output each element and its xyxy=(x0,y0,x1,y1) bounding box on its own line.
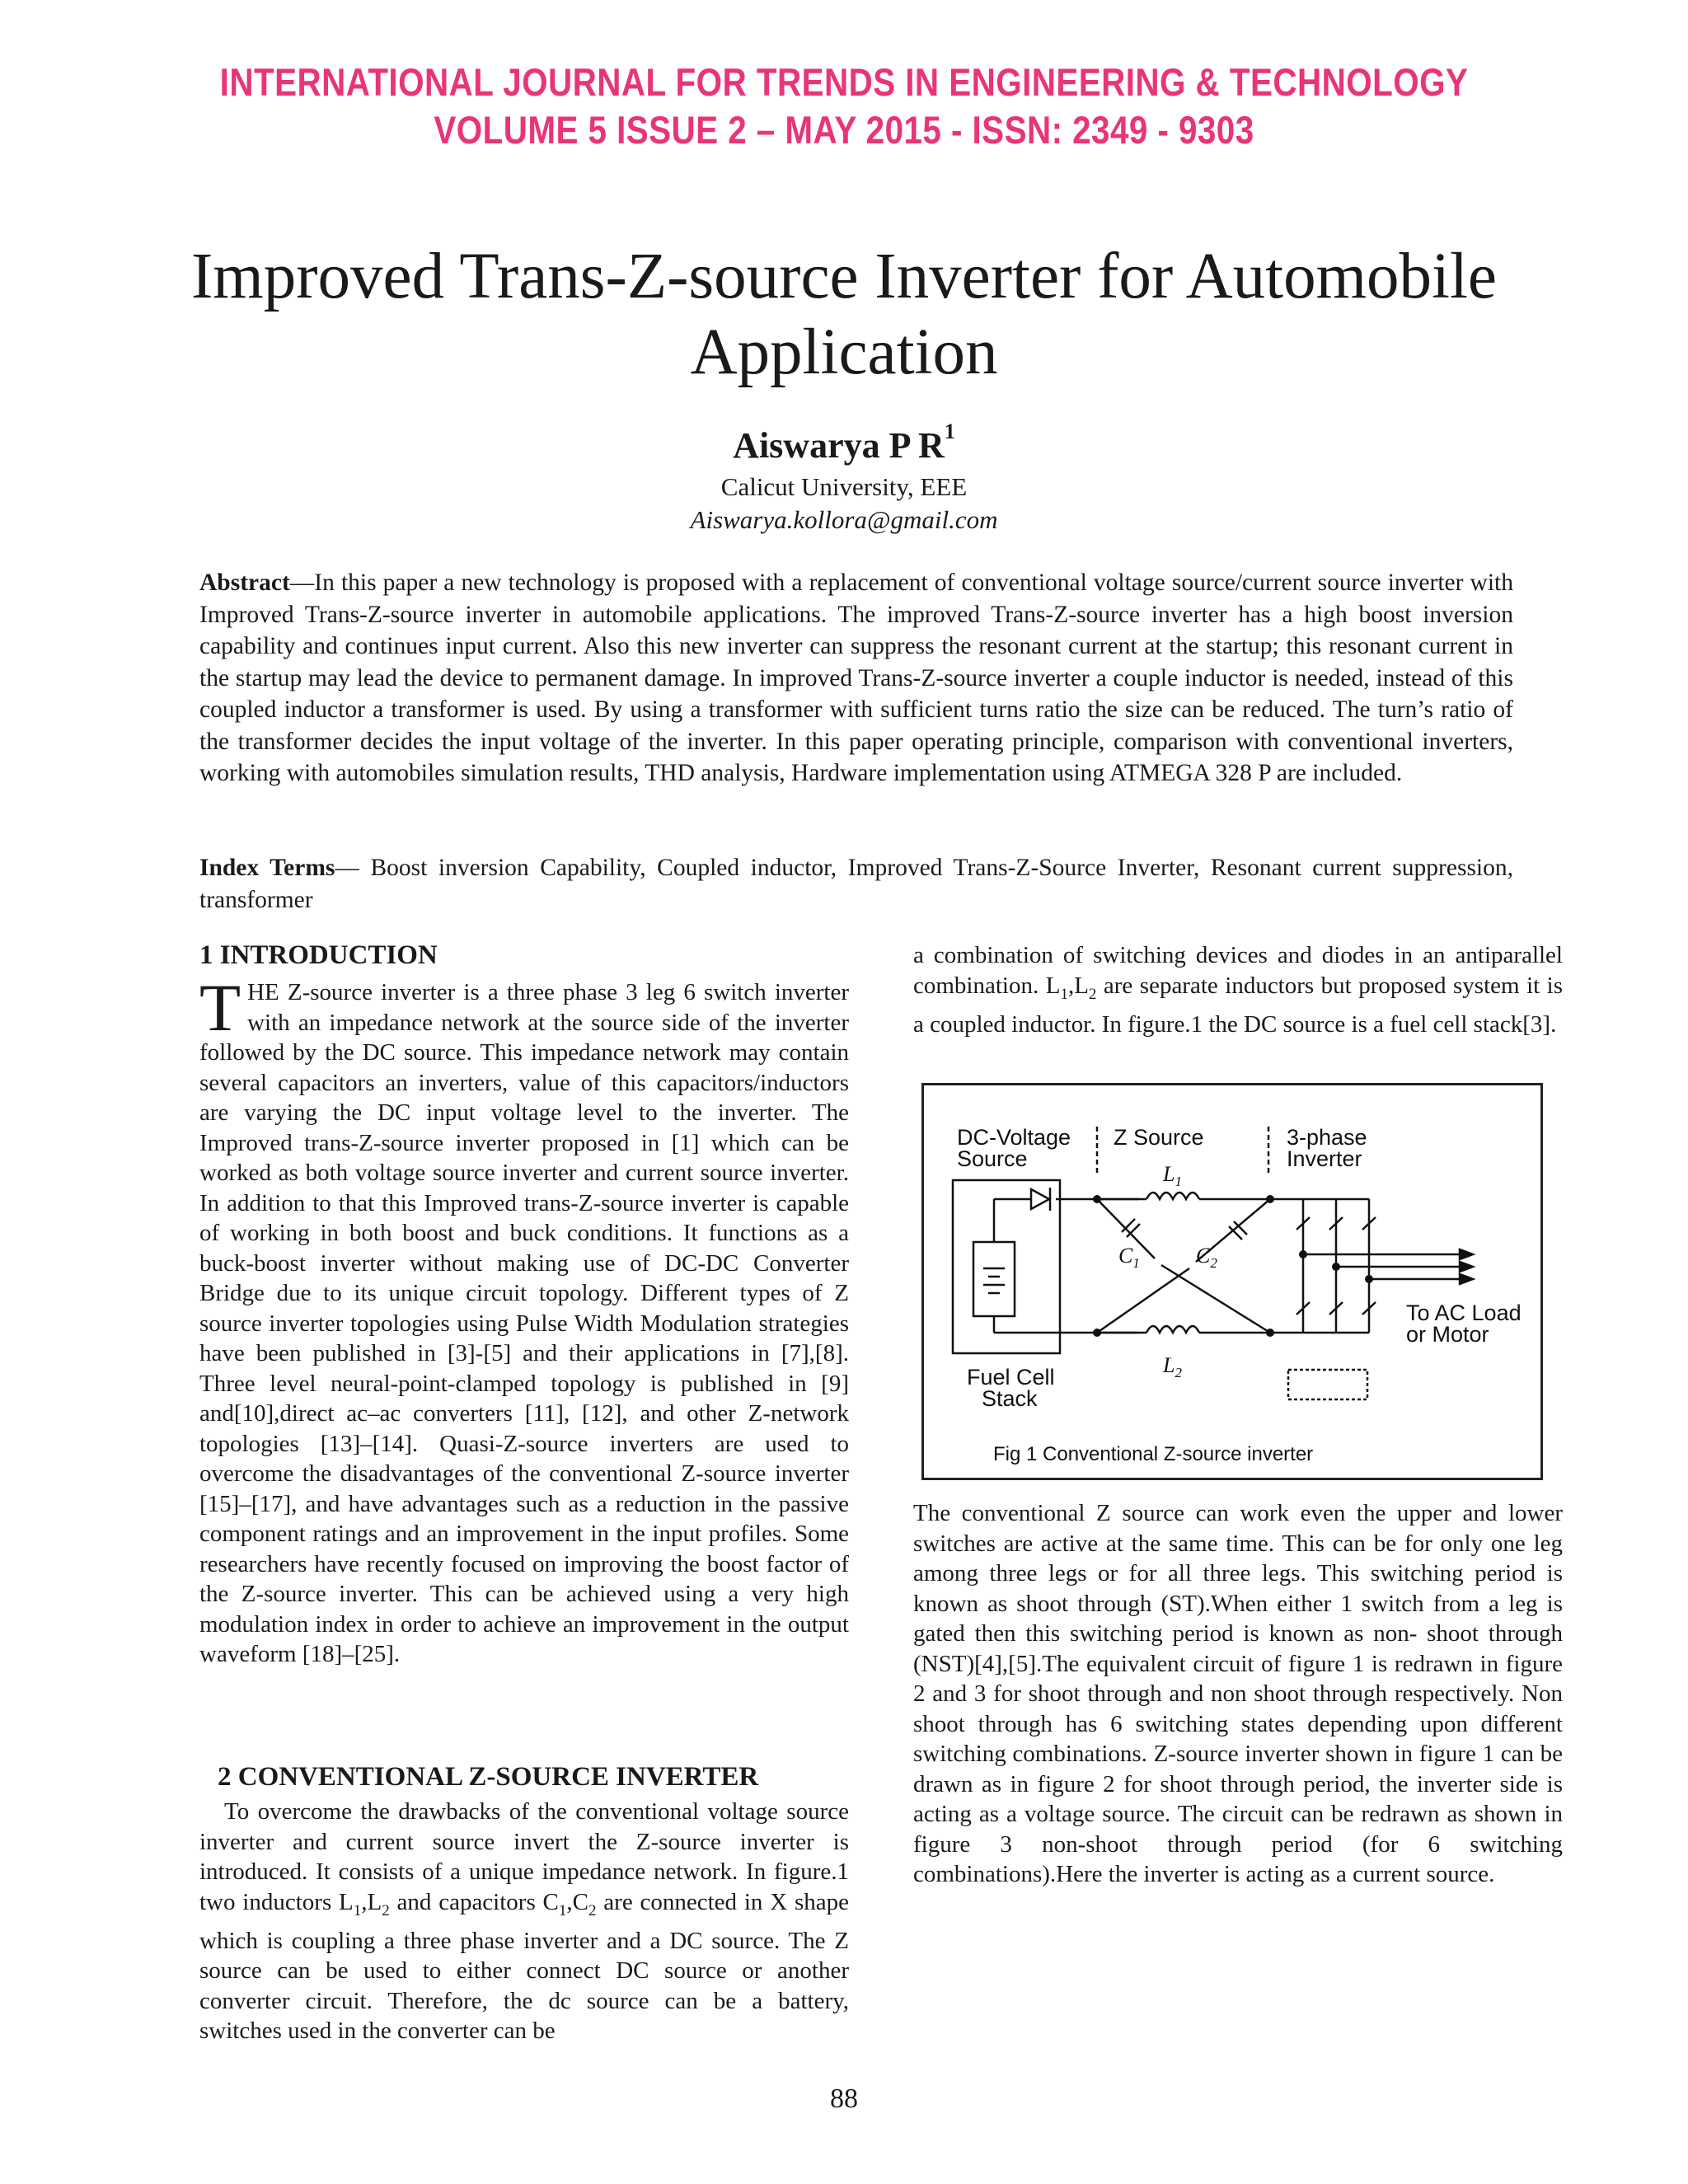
fig-label-C1 xyxy=(1118,1244,1140,1271)
section-1-heading: 1 INTRODUCTION xyxy=(199,940,438,970)
fig-label-or-motor: or Motor xyxy=(1406,1322,1489,1347)
fig-label-C2 xyxy=(1196,1244,1217,1271)
index-terms-label: Index Terms xyxy=(199,855,335,881)
subscript: 2 xyxy=(382,1901,390,1919)
section-1-body xyxy=(199,970,849,1670)
fig-label-L1-letter: L xyxy=(1163,1162,1175,1186)
fig-label-dc-voltage: DC-Voltage xyxy=(957,1125,1071,1150)
right-text: ,L xyxy=(1067,972,1089,999)
section-2-p1-text: and capacitors C xyxy=(389,1888,559,1915)
subscript: 2 xyxy=(1088,985,1097,1003)
right-text: are separate inductors but proposed system it is a coupled inductor. In figure.1 the DC source is a fuel cell stack[3]. xyxy=(913,972,1564,1038)
fig-label-L2-sub: 2 xyxy=(1175,1365,1182,1380)
section-1-text: HE Z-source inverter is a three phase 3 leg 6 switch inverter with an impedance network at the source side of the inverter followed by the DC source. This impedance network may contain several capacitors an inverters, value of this capacitors/inductors are varying the DC input voltage level to the inverter. The Improved trans-Z-source inverter proposed in [1] which can be worked as both voltage source inverter and current source inverter. In addition to that this Improved trans-Z-source inverter is capable of working in both boost and buck conditions. It functions as a buck-boost inverter without making use of DC-DC Converter Bridge due to its unique circuit topology. Different types of Z source inverter topologies using Pulse Width Modulation strategies have been published in [3]-[5] and their applications in [7],[8]. Three level neural-point-clamped topology is published in [9] and[10],direct ac–ac converters [11], [12], and other Z-network topologies [13]–[14]. Quasi-Z-source inverters are used to overcome the disadvantages of the conventional Z-source inverter [15]–[17], and have advantages such as a reduction in the passive component ratings and an improvement in the input profiles. Some researchers have recently focused on improving the boost factor of the Z-source inverter. This can be achieved using a very high modulation index in order to achieve an improvement in the output waveform [18]–[25]. xyxy=(199,979,849,1667)
author-email: Aiswarya.kollora@gmail.com xyxy=(690,505,998,534)
fig-label-source: Source xyxy=(957,1146,1028,1171)
section-2-paragraph-2: The conventional Z source can work even the upper and lower switches are active at the same time. This can be for only one leg among three legs or for all three legs. This switching period is known as shoot through (ST).When either 1 switch from a leg is gated then this switching period is known as non- shoot through (NST)[4],[5].The equivalent circuit of figure 1 is redrawn in figure 2 and 3 for shoot through and non shoot through respectively. Non shoot through has 6 switching states depending upon different switching combinations. Z-source inverter shown in figure 1 can be drawn as in figure 2 for shoot through period, the inverter side is acting as a voltage source. The circuit can be redrawn as shown in figure 3 non-shoot through period (for 6 switching combinations).Here the inverter is acting as a current source. xyxy=(913,1500,1563,1887)
author-affiliation: Calicut University, EEE xyxy=(720,472,968,501)
fig-label-L2 xyxy=(1162,1353,1182,1380)
author-name-text: Aiswarya P R xyxy=(733,425,945,466)
right-text: a combination of switching devices and diodes in an antiparallel combination. L xyxy=(913,942,1563,999)
index-terms xyxy=(199,852,1513,916)
author-affiliation-mark: 1 xyxy=(944,419,955,443)
abstract xyxy=(199,567,1513,790)
fig-label-z-source: Z Source xyxy=(1114,1125,1204,1150)
fig-label-stack: Stack xyxy=(982,1386,1038,1411)
fig-label-L1-sub: 1 xyxy=(1175,1174,1182,1189)
section-2-heading: 2 CONVENTIONAL Z-SOURCE INVERTER xyxy=(218,1762,759,1792)
fig-label-C2-sub: 2 xyxy=(1210,1255,1217,1271)
dropcap-letter: T xyxy=(199,970,241,1045)
abstract-text: —In this paper a new technology is proposed with a replacement of conventional voltage source/current source inverter with Improved Trans-Z-source inverter in automobile applications. The improved Trans-Z-source inverter has a high boost inversion capability and continues input current. Also this new inverter can suppress the resonant current at the startup; this resonant current in the startup may lead the device to permanent damage. In improved Trans-Z-source inverter a couple inductor is needed, instead of this coupled inductor a transformer is used. By using a transformer with sufficient turns ratio the size can be reduced. The turn’s ratio of the transformer decides the input voltage of the inverter. In this paper operating principle, comparison with conventional inverters, working with automobiles simulation results, THD analysis, Hardware implementation using ATMEGA 328 P are included. xyxy=(199,569,1513,786)
figure-1 xyxy=(921,1083,1543,1480)
paper-title: Improved Trans-Z-source Inverter for Automobile Application xyxy=(190,241,1497,388)
fig-label-inverter: Inverter xyxy=(1287,1146,1362,1171)
subscript: 1 xyxy=(1060,985,1068,1003)
figure-1-caption: Fig 1 Conventional Z-source inverter xyxy=(993,1443,1314,1465)
page-number: 88 xyxy=(830,2083,858,2114)
author-name xyxy=(0,419,1688,466)
journal-volume-line: VOLUME 5 ISSUE 2 – MAY 2015 - ISSN: 2349 - 9303 xyxy=(434,108,1254,152)
fig-label-3-phase: 3-phase xyxy=(1287,1125,1367,1150)
fig-label-C1-letter: C xyxy=(1118,1244,1133,1268)
fig-label-L1 xyxy=(1162,1162,1182,1189)
section-2-paragraph-1 xyxy=(199,1797,849,2046)
section-2-p1-text: are connected in X shape which is coupling a three phase inverter and a DC source. The Z source can be used to either connect DC source or another converter circuit. Therefore, the dc source can be a battery, switches used in the converter can be xyxy=(199,1888,849,2045)
fig-label-to-ac-load: To AC Load xyxy=(1406,1301,1522,1325)
subscript: 1 xyxy=(353,1901,362,1919)
figure-1-circuit-diagram xyxy=(924,1085,1545,1483)
fig-label-C2-letter: C xyxy=(1196,1244,1211,1268)
subscript: 1 xyxy=(558,1901,567,1919)
section-2-p1-text: ,L xyxy=(361,1888,382,1915)
fig-label-C1-sub: 1 xyxy=(1132,1255,1140,1271)
subscript: 2 xyxy=(588,1901,597,1919)
section-2-p1-text: To overcome the drawbacks of the conventional voltage source inverter and current source invert the Z-source inverter is introduced. It consists of a unique impedance network. In figure.1 two inductors L xyxy=(199,1798,849,1915)
right-column-top-text xyxy=(913,940,1563,1039)
section-2-p1-text: ,C xyxy=(566,1888,588,1915)
abstract-label: Abstract xyxy=(199,569,290,596)
index-terms-text: — Boost inversion Capability, Coupled inductor, Improved Trans-Z-Source Inverter, Resonant current suppression, transformer xyxy=(199,855,1513,913)
fig-label-L2-letter: L xyxy=(1163,1353,1175,1377)
journal-name: INTERNATIONAL JOURNAL FOR TRENDS IN ENGINEERING & TECHNOLOGY xyxy=(219,60,1469,104)
fig-label-fuel-cell: Fuel Cell xyxy=(967,1365,1055,1390)
